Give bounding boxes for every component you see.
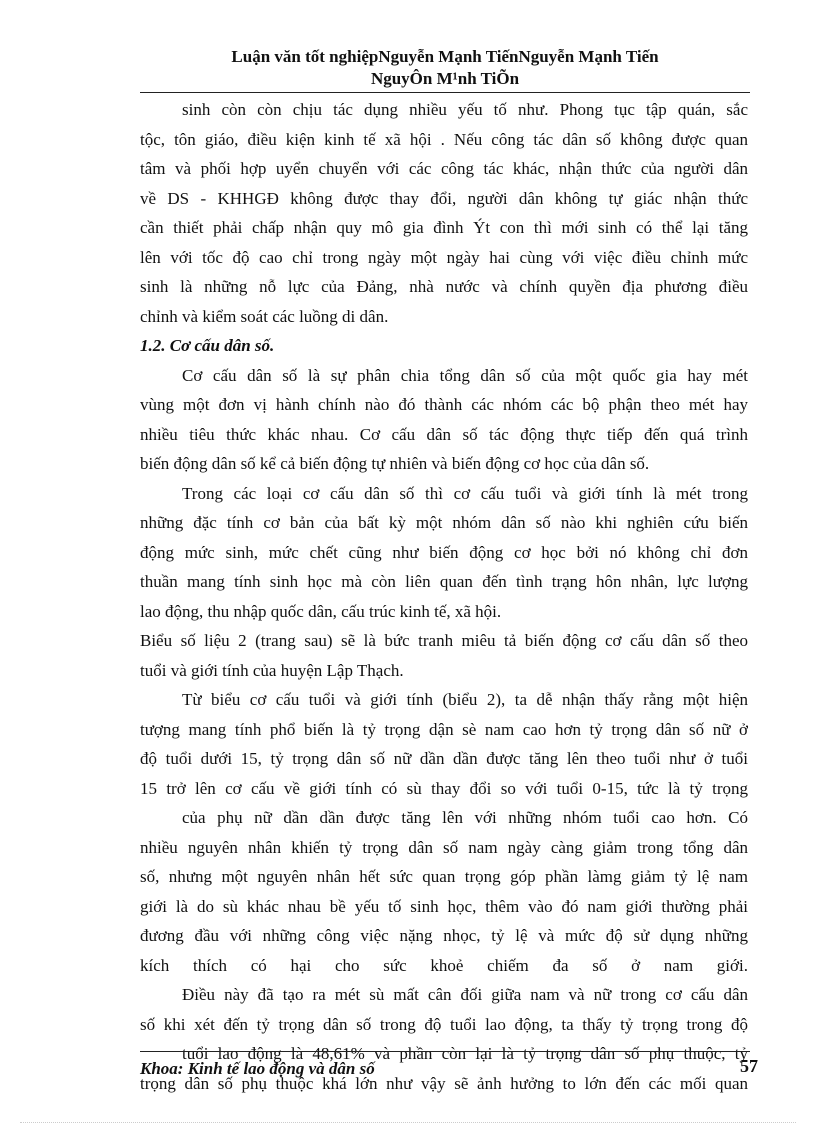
header-divider: [140, 92, 750, 93]
footer-divider: [140, 1051, 750, 1052]
section-heading: 1.2. Cơ cấu dân số.: [140, 336, 275, 355]
text-line: tượng mang tính phổ biến là tỷ trọng dận sè nam cao hơn tỷ trọng dân số nữ ở: [140, 719, 748, 739]
text-line: tộc, tôn giáo, điều kiện kinh tế xã hội . Nếu công tác dân số không được quan: [140, 129, 748, 149]
text-line: kích thích có hại cho sức khoẻ chiếm đa số ở nam giới.: [140, 955, 748, 975]
header-title-line-1: Luận văn tốt nghiệpNguyễn Mạnh TiếnNguyễn Mạnh Tiến: [231, 47, 659, 66]
text-line: đương đầu với những công việc nặng nhọc, tỷ lệ và mức độ sử dụng những: [140, 926, 748, 945]
text-line: Trong các loại cơ cấu dân số thì cơ cấu tuổi và giới tính là mét trong: [182, 483, 748, 503]
text-line: số khi xét đến tỷ trọng dân số trong độ tuổi lao động, ta thấy tỷ trọng trong độ: [140, 1014, 748, 1034]
text-line: giới là do sù khác nhau bề yếu tố sinh học, thêm vào đó nam giới thường phải: [140, 896, 748, 916]
text-line: 15 trở lên cơ cấu về giới tính có sù thay đổi so với tuổi 0-15, tức là tỷ trọng: [140, 778, 748, 798]
text-line: Cơ cấu dân số là sự phân chia tổng dân số của một quốc gia hay mét: [182, 365, 748, 385]
text-line: của phụ nữ dần dần được tăng lên với những nhóm tuổi cao hơn. Có: [182, 808, 748, 827]
text-line: nhiều nguyên nhân khiến tỷ trọng dân số nam ngày càng giảm trong tổng dân: [140, 837, 748, 857]
text-line: nhiều tiêu thức khác nhau. Cơ cấu dân số tác động thực tiếp đến quá trình: [140, 424, 748, 444]
text-line: biến động dân số kể cả biến động tự nhiên và biến động cơ học của dân số.: [140, 454, 650, 473]
text-line: trọng dân số phụ thuộc khá lớn như vậy sẽ ảnh hưởng to lớn đến các mối quan: [140, 1073, 748, 1093]
text-line: tuổi lao động là 48,61% và phần còn lại là tỷ trọng dân số phụ thuộc, tỷ: [182, 1044, 748, 1063]
text-line: vùng một đơn vị hành chính nào đó thành các nhóm các bộ phận theo mét hay: [140, 395, 748, 414]
text-line: Điều này đã tạo ra mét sù mất cân đối giữa nam và nữ trong cơ cấu dân: [182, 985, 748, 1004]
body-text: [140, 95, 748, 1098]
text-line: tâm và phối hợp uyển chuyển với các công tác khác, nhận thức của người dân: [140, 159, 748, 178]
page-header: [140, 46, 750, 90]
text-line: những đặc tính cơ bản của bất kỳ một nhóm dân số nào khi nghiên cứu biến: [140, 513, 748, 532]
text-line: về DS - KHHGĐ không được thay đổi, người dân không tự giác nhận thức: [140, 188, 748, 208]
text-line: Biểu số liệu 2 (trang sau) sẽ là bức tranh miêu tả biến động cơ cấu dân số theo: [140, 631, 748, 650]
text-line: động mức sinh, mức chết cũng như biến động cơ học bởi nó không chỉ đơn: [140, 542, 748, 562]
text-line: lao động, thu nhập quốc dân, cấu trúc kinh tế, xã hội.: [140, 601, 502, 621]
footer-faculty: Khoa: Kinh tế lao động và dân số: [140, 1059, 375, 1078]
text-line: thuần mang tính sinh học mà còn liên quan đến tình trạng hôn nhân, lực lượng: [140, 572, 748, 591]
header-title-line-2: NguyÔn M¹nh TiÕn: [370, 69, 520, 88]
text-line: tuổi và giới tính của huyện Lập Thạch.: [140, 660, 404, 680]
page-number: 57: [740, 1056, 758, 1076]
text-line: lên với tốc độ cao chỉ trong ngày một ngày hai cùng với việc điều chỉnh mức: [140, 247, 748, 267]
text-line: Từ biểu cơ cấu tuổi và giới tính (biểu 2), ta dễ nhận thấy rằng một hiện: [182, 690, 748, 709]
text-line: số, nhưng một nguyên nhân hết sức quan trọng góp phần làmg giảm tỷ lệ nam: [140, 867, 748, 886]
text-line: chỉnh và kiểm soát các luồng di dân.: [140, 306, 389, 326]
text-line: cần thiết phải chấp nhận quy mô gia đình Ýt con thì mới sinh có thể lại tăng: [140, 218, 748, 237]
text-line: sinh là những nỗ lực của Đảng, nhà nước và chính quyền địa phương điều: [140, 277, 748, 296]
text-line: sinh còn còn chịu tác dụng nhiều yếu tố như. Phong tục tập quán, sắc: [182, 100, 748, 119]
text-line: độ tuổi dưới 15, tỷ trọng dân số nữ dần dần được tăng lên theo tuổi như ở tuổi: [140, 749, 748, 768]
